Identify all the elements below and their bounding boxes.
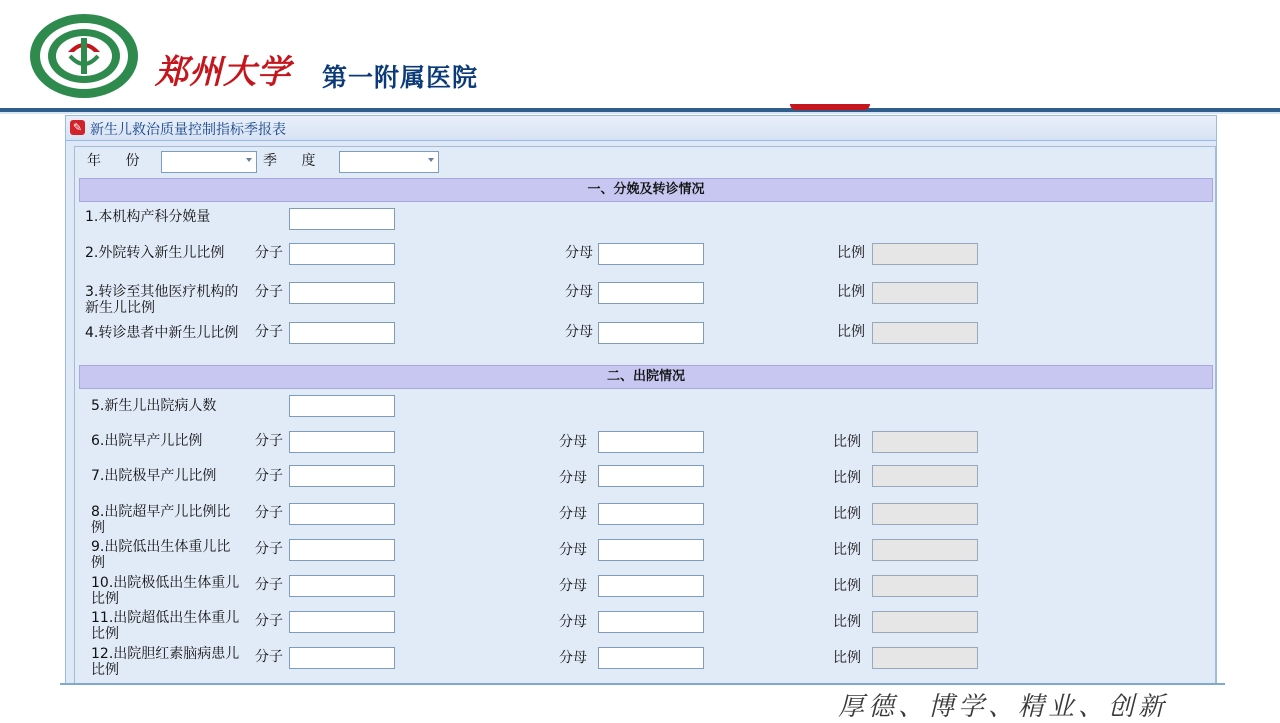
numerator-label: 分子 [255,613,283,629]
denominator-label: 分母 [565,245,593,261]
numerator-input[interactable] [289,282,395,304]
numerator-input[interactable] [289,575,395,597]
ratio-field [872,647,978,669]
numerator-label: 分子 [255,649,283,665]
section-header-delivery-transfer: 一、分娩及转诊情况 [79,178,1213,202]
discharged-newborn-count-input[interactable] [289,395,395,417]
ratio-field [872,503,978,525]
hospital-logo-icon [28,12,140,100]
denominator-label: 分母 [559,542,587,558]
denominator-input[interactable] [598,611,704,633]
denominator-input[interactable] [598,322,704,344]
hospital-motto: 厚德、博学、精业、创新 [838,692,1169,722]
numerator-input[interactable] [289,465,395,487]
numerator-input[interactable] [289,431,395,453]
ratio-field [872,282,978,304]
denominator-input[interactable] [598,503,704,525]
denominator-label: 分母 [559,470,587,486]
row-label: 1.本机构产科分娩量 [85,209,211,225]
denominator-label: 分母 [559,614,587,630]
ratio-field [872,575,978,597]
denominator-input[interactable] [598,647,704,669]
quarter-select[interactable] [339,151,439,173]
row-label: 4.转诊患者中新生儿比例 [85,325,239,341]
header-divider-highlight [0,112,1280,114]
hospital-name-calligraphy: 郑州大学 [155,52,291,91]
year-label: 年 份 [87,153,140,169]
row-label: 3.转诊至其他医疗机构的新生儿比例 [85,284,239,316]
row-label: 8.出院超早产儿比例比例 [91,504,231,536]
row-label: 11.出院超低出生体重儿比例 [91,610,240,642]
ratio-label: 比例 [833,470,861,486]
denominator-label: 分母 [559,434,587,450]
form-icon: ✎ [70,120,85,135]
year-select[interactable] [161,151,257,173]
chevron-down-icon [246,158,252,162]
numerator-label: 分子 [255,541,283,557]
numerator-input[interactable] [289,539,395,561]
ratio-label: 比例 [837,284,865,300]
row-label: 2.外院转入新生儿比例 [85,245,225,261]
ratio-field [872,465,978,487]
row-label: 7.出院极早产儿比例 [91,468,217,484]
panel-header [66,116,1216,141]
ratio-field [872,431,978,453]
ratio-field [872,322,978,344]
numerator-input[interactable] [289,243,395,265]
numerator-label: 分子 [255,468,283,484]
footer-divider [60,683,1225,685]
denominator-label: 分母 [565,284,593,300]
ratio-label: 比例 [833,650,861,666]
quarter-label: 季 度 [263,153,316,169]
ratio-field [872,611,978,633]
denominator-input[interactable] [598,282,704,304]
denominator-label: 分母 [559,578,587,594]
denominator-input[interactable] [598,539,704,561]
ratio-label: 比例 [837,324,865,340]
institution-delivery-count-input[interactable] [289,208,395,230]
denominator-label: 分母 [565,324,593,340]
numerator-label: 分子 [255,577,283,593]
ratio-field [872,539,978,561]
ratio-label: 比例 [837,245,865,261]
denominator-label: 分母 [559,506,587,522]
ratio-label: 比例 [833,434,861,450]
section-header-discharge: 二、出院情况 [79,365,1213,389]
denominator-input[interactable] [598,431,704,453]
ratio-label: 比例 [833,614,861,630]
chevron-down-icon [428,158,434,162]
form-body [74,146,1216,684]
ratio-label: 比例 [833,542,861,558]
numerator-label: 分子 [255,284,283,300]
numerator-label: 分子 [255,505,283,521]
numerator-input[interactable] [289,322,395,344]
row-label: 5.新生儿出院病人数 [91,398,217,414]
denominator-input[interactable] [598,575,704,597]
header-red-accent [790,104,870,110]
numerator-input[interactable] [289,503,395,525]
row-label: 12.出院胆红素脑病患儿比例 [91,646,240,678]
report-panel [65,115,1217,685]
row-label: 9.出院低出生体重儿比例 [91,539,231,571]
hospital-name-subtitle: 第一附属医院 [322,63,479,92]
row-label: 6.出院早产儿比例 [91,433,203,449]
numerator-input[interactable] [289,611,395,633]
row-label: 10.出院极低出生体重儿比例 [91,575,240,607]
denominator-input[interactable] [598,243,704,265]
numerator-label: 分子 [255,324,283,340]
numerator-input[interactable] [289,647,395,669]
numerator-label: 分子 [255,245,283,261]
ratio-label: 比例 [833,506,861,522]
numerator-label: 分子 [255,433,283,449]
ratio-label: 比例 [833,578,861,594]
denominator-input[interactable] [598,465,704,487]
denominator-label: 分母 [559,650,587,666]
ratio-field [872,243,978,265]
panel-title: 新生儿救治质量控制指标季报表 [90,122,286,138]
